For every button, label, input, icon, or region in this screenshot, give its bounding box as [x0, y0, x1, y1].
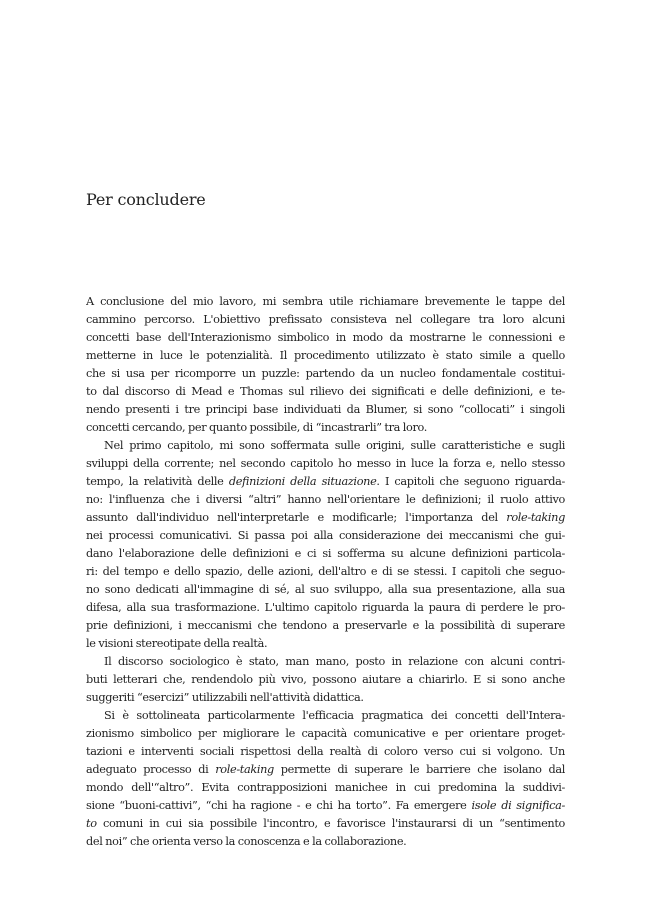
- text-line: difesa, alla sua trasformazione. L'ultimo capitolo riguarda la paura di perdere le pro-: [86, 601, 565, 614]
- text-line: to comuni in cui sia possibile l'incontro, e favorisce l'instaurarsi di un “sentimento: [86, 817, 565, 830]
- text-line: ri: del tempo e dello spazio, delle azioni, dell'altro e di se stessi. I capitoli che seguo-: [86, 565, 565, 578]
- text-line: concetti base dell'Interazionismo simbolico in modo da mostrarne le connessioni e: [86, 331, 565, 344]
- text-line: sione “buoni-cattivi”, “chi ha ragione - e chi ha torto”. Fa emergere isole di significa-: [86, 799, 565, 812]
- text-line: che si usa per ricomporre un puzzle: partendo da un nucleo fondamentale costitui-: [86, 367, 565, 380]
- chapter-title: Per concludere: [86, 190, 206, 209]
- text-line: suggeriti “esercizi” utilizzabili nell'attività didattica.: [86, 691, 364, 704]
- text-line: nei processi comunicativi. Si passa poi alla considerazione dei meccanismi che gui-: [86, 529, 565, 542]
- text-line: Si è sottolineata particolarmente l'efficacia pragmatica dei concetti dell'Intera-: [104, 709, 565, 722]
- paragraph: [86, 293, 565, 437]
- text-line: dano l'elaborazione delle definizioni e ci si sofferma su alcune definizioni particola-: [86, 547, 565, 560]
- text-line: nendo presenti i tre principi base individuati da Blumer, si sono “collocati” i singoli: [86, 403, 565, 416]
- paragraph: [86, 437, 565, 653]
- italic-term: to: [86, 817, 97, 830]
- text-line: no sono dedicati all'immagine di sé, al suo sviluppo, alla sua presentazione, alla sua: [86, 583, 565, 596]
- text-line: cammino percorso. L'obiettivo prefissato consisteva nel collegare tra loro alcuni: [86, 313, 565, 326]
- text-line: metterne in luce le potenzialità. Il procedimento utilizzato è stato simile a quello: [86, 349, 565, 362]
- text-line: to dal discorso di Mead e Thomas sul rilievo dei significati e delle definizioni, e te-: [86, 385, 565, 398]
- text-line: no: l'influenza che i diversi “altri” hanno nell'orientare le definizioni; il ruolo attivo: [86, 493, 565, 506]
- text-line: mondo dell'“altro”. Evita contrapposizioni manichee in cui predomina la suddivi-: [86, 781, 565, 794]
- text-line: tazioni e interventi sociali rispettosi della realtà di coloro verso cui si volgono. Un: [86, 745, 565, 758]
- text-line: concetti cercando, per quanto possibile, di “incastrarli” tra loro.: [86, 421, 428, 434]
- text-line: prie definizioni, i meccanismi che tendono a preservarle e la possibilità di superare: [86, 619, 565, 632]
- italic-term: role-taking: [506, 511, 565, 524]
- text-line: assunto dall'individuo nell'interpretarle e modificarle; l'importanza del role-taking: [86, 511, 565, 524]
- text-line: Il discorso sociologico è stato, man mano, posto in relazione con alcuni contri-: [104, 655, 565, 668]
- text-line: sviluppi della corrente; nel secondo capitolo ho messo in luce la forza e, nello stesso: [86, 457, 565, 470]
- text-line: del noi” che orienta verso la conoscenza e la collaborazione.: [86, 835, 407, 848]
- italic-term: role-taking: [215, 763, 274, 776]
- text-line: zionismo simbolico per migliorare le capacità comunicative e per orientare proget-: [86, 727, 565, 740]
- text-line: le visioni stereotipate della realtà.: [86, 637, 268, 650]
- body-text: [86, 293, 565, 851]
- text-line: buti letterari che, rendendolo più vivo, possono aiutare a chiarirlo. E si sono anche: [86, 673, 565, 686]
- text-line: A conclusione del mio lavoro, mi sembra utile richiamare brevemente le tappe del: [86, 295, 565, 308]
- text-line: adeguato processo di role-taking permette di superare le barriere che isolano dal: [86, 763, 565, 776]
- text-line: tempo, la relatività delle definizioni della situazione. I capitoli che seguono riguarda-: [86, 475, 565, 488]
- text-line: Nel primo capitolo, mi sono soffermata sulle origini, sulle caratteristiche e sugli: [104, 439, 565, 452]
- italic-term: definizioni della situazione: [228, 475, 377, 488]
- italic-term: isole di significa-: [471, 799, 565, 812]
- paragraph: [86, 707, 565, 851]
- paragraph: [86, 653, 565, 707]
